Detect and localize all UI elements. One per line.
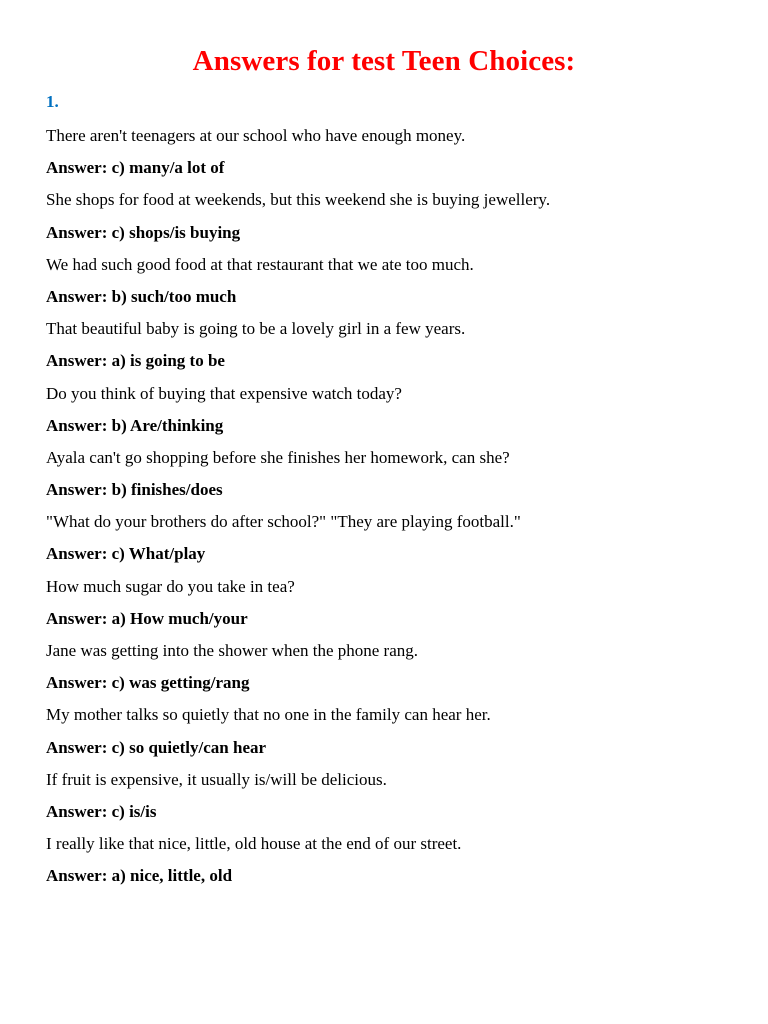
list-item (46, 764, 722, 828)
question-text: "What do your brothers do after school?" "They are playing football." (46, 512, 521, 532)
list-item (46, 571, 722, 635)
list-item (46, 313, 722, 377)
question-text: She shops for food at weekends, but this weekend she is buying jewellery. (46, 190, 551, 210)
list-item (46, 442, 722, 506)
answer-text: Answer: c) many/a lot of (46, 158, 225, 178)
question-text: Jane was getting into the shower when the phone rang. (46, 641, 419, 660)
list-item (46, 635, 722, 699)
question-text: We had such good food at that restaurant that we ate too much. (46, 254, 474, 274)
question-text: Do you think of buying that expensive watch today? (46, 383, 402, 403)
answer-text: Answer: b) Are/thinking (46, 415, 224, 435)
question-text: My mother talks so quietly that no one in the family can hear her. (46, 705, 491, 725)
question-text: That beautiful baby is going to be a lovely girl in a few years. (46, 319, 466, 339)
question-number: 1. (46, 92, 59, 111)
question-text: Ayala can't go shopping before she finishes her homework, can she? (46, 447, 510, 467)
answer-text: Answer: c) is/is (46, 801, 157, 821)
answer-text: Answer: c) so quietly/can hear (46, 737, 267, 757)
answer-text: Answer: b) finishes/does (46, 480, 223, 500)
list-item (46, 184, 722, 248)
list-item (46, 506, 722, 570)
answer-list (46, 120, 722, 893)
answer-text: Answer: a) nice, little, old (46, 866, 233, 886)
question-text: If fruit is expensive, it usually is/will be delicious. (46, 769, 387, 789)
question-text: How much sugar do you take in tea? (46, 576, 295, 596)
answer-text: Answer: c) was getting/rang (46, 673, 250, 693)
list-item (46, 378, 722, 442)
list-item (46, 249, 722, 313)
answer-text: Answer: c) What/play (46, 544, 206, 564)
question-text: There aren't teenagers at our school who have enough money. (46, 126, 466, 145)
answer-text: Answer: a) How much/your (46, 608, 248, 628)
answer-text: Answer: a) is going to be (46, 351, 225, 371)
list-item (46, 699, 722, 763)
question-text: I really like that nice, little, old house at the end of our street. (46, 834, 462, 854)
list-item (46, 828, 722, 892)
answer-text: Answer: c) shops/is buying (46, 222, 241, 242)
answer-text: Answer: b) such/too much (46, 286, 237, 306)
list-item (46, 120, 722, 184)
page-title: Answers for test Teen Choices: (192, 45, 576, 77)
